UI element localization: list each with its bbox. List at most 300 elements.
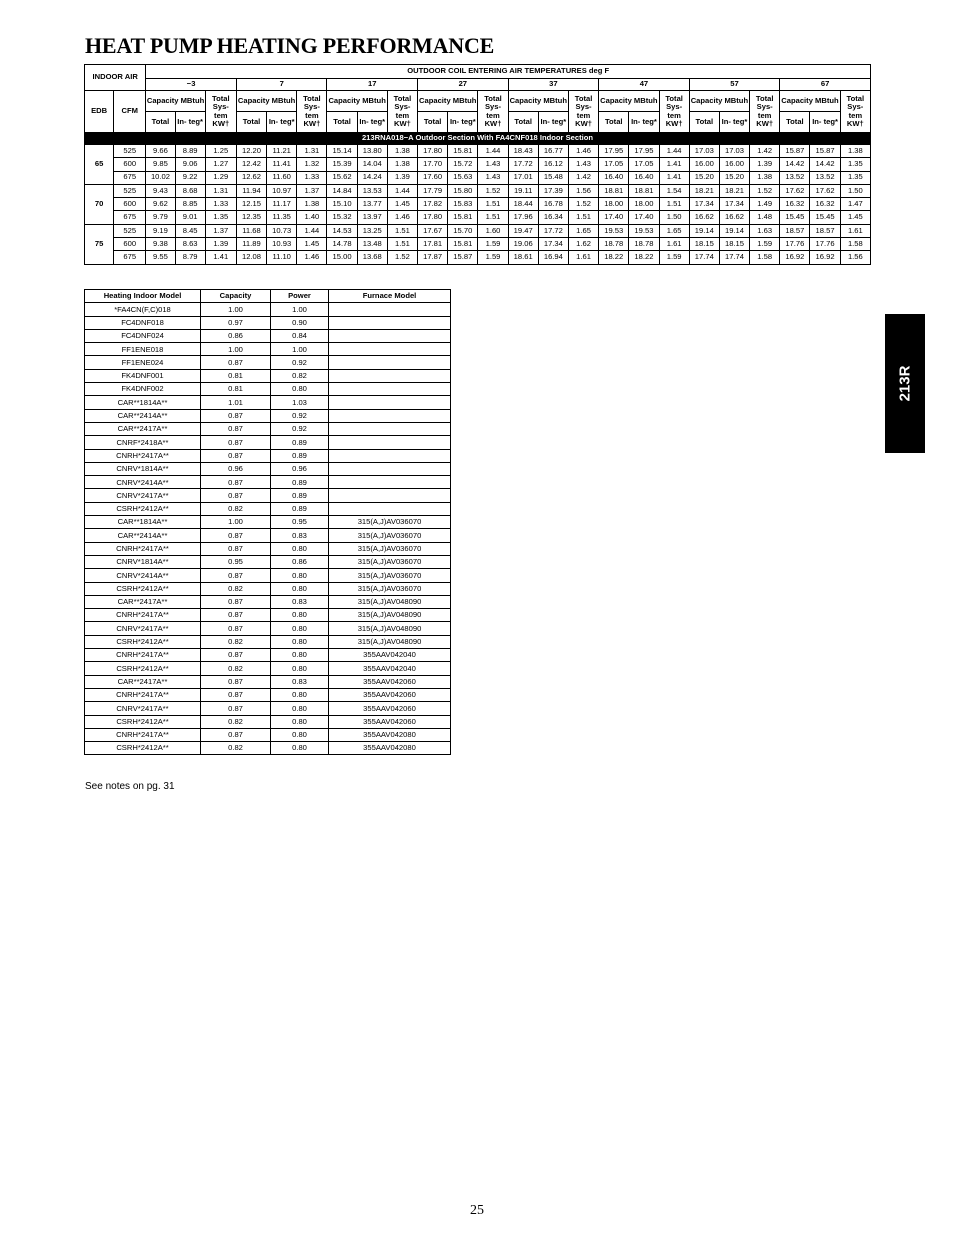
table-cell: 17.67 [418, 224, 448, 237]
table-cell: 16.94 [538, 251, 568, 264]
capacity-cell: 0.82 [201, 582, 271, 595]
table-cell: 15.83 [448, 198, 478, 211]
power-cell: 0.80 [271, 635, 329, 648]
indoor-model-cell: FK4DNF002 [85, 383, 201, 396]
table-row [85, 476, 451, 489]
cfm-value: 525 [114, 145, 146, 158]
table-cell: 1.65 [659, 224, 689, 237]
table-row [85, 529, 451, 542]
table-cell: 16.40 [629, 171, 659, 184]
table-cell: 18.44 [508, 198, 538, 211]
outdoor-temp-4: 37 [508, 79, 599, 91]
table-cell: 9.06 [175, 158, 205, 171]
table-cell: 14.24 [357, 171, 387, 184]
total-system-kw-header: Total Sys- tem KW† [750, 91, 780, 133]
power-cell: 0.89 [271, 436, 329, 449]
capacity-cell: 1.00 [201, 303, 271, 316]
power-cell: 0.80 [271, 383, 329, 396]
table-cell: 10.93 [267, 238, 297, 251]
table-cell: 1.45 [297, 238, 327, 251]
table-cell: 1.39 [750, 158, 780, 171]
indoor-model-cell: CSRH*2412A** [85, 742, 201, 755]
furnace-model-cell [329, 343, 451, 356]
table-cell: 15.70 [448, 224, 478, 237]
table-cell: 19.06 [508, 238, 538, 251]
table-cell: 17.96 [508, 211, 538, 224]
table-cell: 1.51 [659, 198, 689, 211]
table-cell: 1.33 [297, 171, 327, 184]
indoor-model-cell: FF1ENE018 [85, 343, 201, 356]
capacity-cell: 0.87 [201, 688, 271, 701]
table-cell: 1.65 [568, 224, 598, 237]
furnace-model-cell: 315(A,J)AV036070 [329, 582, 451, 595]
table-cell: 18.78 [629, 238, 659, 251]
furnace-model-cell [329, 356, 451, 369]
section-title: 213RNA018−A Outdoor Section With FA4CNF018 Indoor Section [85, 133, 871, 145]
indoor-model-cell: FC4DNF024 [85, 329, 201, 342]
table-row [85, 171, 871, 184]
furnace-model-cell [329, 409, 451, 422]
table-cell: 17.81 [418, 238, 448, 251]
furnace-model-cell: 315(A,J)AV036070 [329, 542, 451, 555]
total-system-kw-header: Total Sys- tem KW† [478, 91, 508, 133]
capacity-cell: 0.87 [201, 422, 271, 435]
table-cell: 1.61 [840, 224, 870, 237]
power-cell: 0.80 [271, 688, 329, 701]
table-cell: 15.87 [810, 145, 840, 158]
indoor-model-cell: CSRH*2412A** [85, 635, 201, 648]
table-cell: 1.59 [478, 251, 508, 264]
furnace-model-cell: 355AAV042060 [329, 688, 451, 701]
table-cell: 17.34 [689, 198, 719, 211]
indoor-model-cell: CNRV*2417A** [85, 622, 201, 635]
table-cell: 12.20 [236, 145, 266, 158]
total-system-kw-header: Total Sys- tem KW† [568, 91, 598, 133]
table-cell: 17.87 [418, 251, 448, 264]
outdoor-temp-3: 27 [418, 79, 509, 91]
table-cell: 17.05 [599, 158, 629, 171]
total-system-kw-header: Total Sys- tem KW† [205, 91, 236, 133]
indoor-model-cell: CSRH*2412A** [85, 582, 201, 595]
furnace-model-cell: 315(A,J)AV036070 [329, 516, 451, 529]
table-cell: 14.42 [810, 158, 840, 171]
furnace-model-cell: 355AAV042040 [329, 649, 451, 662]
table-row [85, 715, 451, 728]
table-cell: 1.37 [205, 224, 236, 237]
table-row [85, 688, 451, 701]
table-cell: 18.15 [689, 238, 719, 251]
power-cell: 0.89 [271, 489, 329, 502]
table-cell: 1.56 [568, 184, 598, 197]
table-cell: 17.80 [418, 145, 448, 158]
table-cell: 1.41 [205, 251, 236, 264]
table-cell: 9.66 [146, 145, 175, 158]
indoor-model-cell: CNRH*2417A** [85, 449, 201, 462]
table-cell: 1.38 [750, 171, 780, 184]
power-cell: 0.83 [271, 595, 329, 608]
indoor-model-cell: *FA4CN(F,C)018 [85, 303, 201, 316]
capacity-cell: 0.87 [201, 569, 271, 582]
cfm-value: 525 [114, 224, 146, 237]
table-row [85, 422, 451, 435]
capacity-cell: 0.87 [201, 622, 271, 635]
power-cell: 0.80 [271, 742, 329, 755]
table-cell: 1.39 [387, 171, 417, 184]
indoor-model-cell: CAR**2417A** [85, 675, 201, 688]
table-cell: 11.68 [236, 224, 266, 237]
table-cell: 9.01 [175, 211, 205, 224]
table-cell: 17.76 [810, 238, 840, 251]
power-cell: 0.80 [271, 728, 329, 741]
table-cell: 1.43 [478, 158, 508, 171]
page-number: 25 [470, 1203, 484, 1218]
table-cell: 17.95 [599, 145, 629, 158]
indoor-model-cell: CNRV*2414A** [85, 476, 201, 489]
table-cell: 1.33 [205, 198, 236, 211]
table-cell: 17.62 [780, 184, 810, 197]
power-cell: 0.80 [271, 622, 329, 635]
capacity-cell: 1.00 [201, 343, 271, 356]
integrated-header: In- teg* [448, 112, 478, 133]
table-cell: 17.40 [599, 211, 629, 224]
table-cell: 1.37 [297, 184, 327, 197]
table-cell: 10.97 [267, 184, 297, 197]
indoor-model-cell: CNRH*2417A** [85, 688, 201, 701]
table-cell: 19.14 [689, 224, 719, 237]
table-row [85, 609, 451, 622]
capacity-cell: 0.87 [201, 609, 271, 622]
table-cell: 12.08 [236, 251, 266, 264]
table-cell: 1.51 [387, 224, 417, 237]
power-cell: 0.89 [271, 476, 329, 489]
table-cell: 16.40 [599, 171, 629, 184]
furnace-model-cell: 355AAV042080 [329, 728, 451, 741]
total-header: Total [327, 112, 357, 133]
table-cell: 1.39 [205, 238, 236, 251]
table-cell: 8.63 [175, 238, 205, 251]
table-cell: 13.80 [357, 145, 387, 158]
table-cell: 18.00 [629, 198, 659, 211]
total-header: Total [599, 112, 629, 133]
capacity-mbtuh-header: Capacity MBtuh [327, 91, 387, 112]
table-row [85, 742, 451, 755]
table-cell: 15.48 [538, 171, 568, 184]
power-cell: 0.82 [271, 369, 329, 382]
table-cell: 11.17 [267, 198, 297, 211]
table-cell: 1.59 [750, 238, 780, 251]
table-cell: 15.87 [780, 145, 810, 158]
table-cell: 1.41 [659, 171, 689, 184]
furnace-model-cell: 315(A,J)AV048090 [329, 609, 451, 622]
table-cell: 13.68 [357, 251, 387, 264]
side-tab [885, 314, 925, 453]
table-row [85, 409, 451, 422]
indoor-model-cell: CNRH*2417A** [85, 542, 201, 555]
table-cell: 17.40 [629, 211, 659, 224]
table-cell: 13.25 [357, 224, 387, 237]
furnace-model-cell [329, 303, 451, 316]
indoor-model-cell: CNRV*2417A** [85, 702, 201, 715]
table-row [85, 303, 451, 316]
table-cell: 16.92 [780, 251, 810, 264]
table-cell: 14.84 [327, 184, 357, 197]
table-cell: 1.54 [659, 184, 689, 197]
table-cell: 1.48 [750, 211, 780, 224]
table-cell: 1.47 [840, 198, 870, 211]
furnace-model-cell [329, 396, 451, 409]
table-row [85, 662, 451, 675]
table-row [85, 489, 451, 502]
table-cell: 15.39 [327, 158, 357, 171]
total-header: Total [146, 112, 175, 133]
total-header: Total [689, 112, 719, 133]
table-cell: 1.50 [659, 211, 689, 224]
integrated-header: In- teg* [629, 112, 659, 133]
table-cell: 13.48 [357, 238, 387, 251]
table-cell: 9.22 [175, 171, 205, 184]
furnace-model-cell: 315(A,J)AV036070 [329, 555, 451, 568]
outdoor-temp-6: 57 [689, 79, 780, 91]
table-cell: 1.46 [297, 251, 327, 264]
table-cell: 18.57 [810, 224, 840, 237]
power-cell: 1.00 [271, 303, 329, 316]
table-row [85, 356, 451, 369]
table-cell: 19.11 [508, 184, 538, 197]
indoor-model-table [84, 289, 451, 755]
furnace-model-cell: 315(A,J)AV048090 [329, 622, 451, 635]
power-cell: 0.80 [271, 569, 329, 582]
capacity-cell: 0.87 [201, 542, 271, 555]
table-cell: 1.60 [478, 224, 508, 237]
table-cell: 1.44 [387, 184, 417, 197]
power-cell: 0.95 [271, 516, 329, 529]
table-cell: 18.78 [599, 238, 629, 251]
table-cell: 9.43 [146, 184, 175, 197]
furnace-model-cell: 315(A,J)AV048090 [329, 635, 451, 648]
table-cell: 9.55 [146, 251, 175, 264]
table-row [85, 158, 871, 171]
table-cell: 17.34 [719, 198, 749, 211]
outdoor-temp-5: 47 [599, 79, 690, 91]
integrated-header: In- teg* [175, 112, 205, 133]
indoor-model-cell: CSRH*2412A** [85, 662, 201, 675]
table-cell: 16.00 [719, 158, 749, 171]
integrated-header: In- teg* [538, 112, 568, 133]
capacity-header: Capacity [201, 290, 271, 303]
table-cell: 1.31 [297, 145, 327, 158]
table-cell: 1.38 [297, 198, 327, 211]
table-row [85, 436, 451, 449]
table-cell: 19.14 [719, 224, 749, 237]
table-cell: 11.10 [267, 251, 297, 264]
table-row [85, 569, 451, 582]
table-cell: 12.35 [236, 211, 266, 224]
table-cell: 1.61 [659, 238, 689, 251]
table-row [85, 595, 451, 608]
table-cell: 15.45 [780, 211, 810, 224]
indoor-model-cell: CNRV*2414A** [85, 569, 201, 582]
table-cell: 11.94 [236, 184, 266, 197]
notes-reference: See notes on pg. 31 [85, 781, 175, 792]
furnace-model-cell: 355AAV042040 [329, 662, 451, 675]
capacity-cell: 0.87 [201, 649, 271, 662]
capacity-cell: 0.87 [201, 728, 271, 741]
capacity-cell: 0.82 [201, 502, 271, 515]
table-cell: 18.57 [780, 224, 810, 237]
integrated-header: In- teg* [267, 112, 297, 133]
capacity-cell: 0.87 [201, 529, 271, 542]
indoor-model-cell: CNRH*2417A** [85, 728, 201, 741]
table-row [85, 635, 451, 648]
power-header: Power [271, 290, 329, 303]
table-cell: 12.42 [236, 158, 266, 171]
furnace-model-cell [329, 316, 451, 329]
capacity-cell: 0.87 [201, 436, 271, 449]
table-row [85, 198, 871, 211]
table-cell: 10.73 [267, 224, 297, 237]
cfm-value: 600 [114, 158, 146, 171]
table-row [85, 622, 451, 635]
table-cell: 11.21 [267, 145, 297, 158]
table-cell: 14.53 [327, 224, 357, 237]
table-cell: 11.35 [267, 211, 297, 224]
table-cell: 16.77 [538, 145, 568, 158]
table-cell: 15.72 [448, 158, 478, 171]
table-cell: 16.32 [780, 198, 810, 211]
table-cell: 17.74 [719, 251, 749, 264]
table-cell: 17.62 [810, 184, 840, 197]
table-cell: 15.63 [448, 171, 478, 184]
table-cell: 17.03 [689, 145, 719, 158]
power-cell: 0.80 [271, 702, 329, 715]
table-cell: 15.62 [327, 171, 357, 184]
table-cell: 9.38 [146, 238, 175, 251]
table-cell: 19.53 [599, 224, 629, 237]
outdoor-temp-1: 7 [236, 79, 327, 91]
indoor-model-cell: CNRH*2417A** [85, 609, 201, 622]
table-cell: 17.95 [629, 145, 659, 158]
power-cell: 0.80 [271, 662, 329, 675]
table-cell: 13.52 [780, 171, 810, 184]
table-row [85, 462, 451, 475]
integrated-header: In- teg* [719, 112, 749, 133]
table-cell: 1.52 [568, 198, 598, 211]
table-cell: 17.70 [418, 158, 448, 171]
power-cell: 0.92 [271, 409, 329, 422]
table-cell: 1.59 [478, 238, 508, 251]
table-cell: 1.35 [840, 158, 870, 171]
capacity-cell: 0.87 [201, 675, 271, 688]
power-cell: 0.89 [271, 502, 329, 515]
table-row [85, 502, 451, 515]
table-cell: 11.89 [236, 238, 266, 251]
table-cell: 1.59 [659, 251, 689, 264]
capacity-cell: 0.87 [201, 595, 271, 608]
table-row [85, 516, 451, 529]
table-row [85, 238, 871, 251]
table-cell: 18.61 [508, 251, 538, 264]
capacity-cell: 0.87 [201, 356, 271, 369]
capacity-cell: 0.82 [201, 742, 271, 755]
table-cell: 1.42 [750, 145, 780, 158]
table-cell: 13.53 [357, 184, 387, 197]
table-cell: 12.62 [236, 171, 266, 184]
table-cell: 17.34 [538, 238, 568, 251]
total-header: Total [418, 112, 448, 133]
capacity-mbtuh-header: Capacity MBtuh [508, 91, 568, 112]
table-cell: 1.45 [840, 211, 870, 224]
table-row [85, 582, 451, 595]
power-cell: 0.86 [271, 555, 329, 568]
indoor-model-cell: CAR**1814A** [85, 516, 201, 529]
table-cell: 1.46 [568, 145, 598, 158]
table-cell: 1.63 [750, 224, 780, 237]
furnace-model-cell [329, 329, 451, 342]
outdoor-temp-7: 67 [780, 79, 871, 91]
furnace-model-header: Furnace Model [329, 290, 451, 303]
table-cell: 18.15 [719, 238, 749, 251]
indoor-model-cell: CAR**2414A** [85, 409, 201, 422]
table-cell: 1.46 [387, 211, 417, 224]
outdoor-temp-0: −3 [146, 79, 237, 91]
cfm-value: 675 [114, 251, 146, 264]
table-row [85, 649, 451, 662]
table-cell: 15.87 [448, 251, 478, 264]
table-cell: 1.25 [205, 145, 236, 158]
capacity-mbtuh-header: Capacity MBtuh [780, 91, 840, 112]
table-cell: 9.85 [146, 158, 175, 171]
table-cell: 16.78 [538, 198, 568, 211]
indoor-model-cell: FF1ENE024 [85, 356, 201, 369]
table-cell: 17.72 [538, 224, 568, 237]
table-cell: 16.00 [689, 158, 719, 171]
table-cell: 16.34 [538, 211, 568, 224]
table-cell: 15.81 [448, 211, 478, 224]
table-cell: 1.45 [387, 198, 417, 211]
furnace-model-cell [329, 449, 451, 462]
table-cell: 1.44 [478, 145, 508, 158]
power-cell: 0.84 [271, 329, 329, 342]
edb-value: 70 [85, 184, 114, 224]
table-cell: 8.68 [175, 184, 205, 197]
table-cell: 1.49 [750, 198, 780, 211]
table-cell: 1.27 [205, 158, 236, 171]
table-cell: 1.35 [840, 171, 870, 184]
capacity-cell: 1.01 [201, 396, 271, 409]
table-cell: 15.80 [448, 184, 478, 197]
furnace-model-cell [329, 422, 451, 435]
table-cell: 1.38 [840, 145, 870, 158]
cfm-value: 525 [114, 184, 146, 197]
table-row [85, 702, 451, 715]
table-row [85, 675, 451, 688]
table-cell: 18.81 [629, 184, 659, 197]
outdoor-temp-2: 17 [327, 79, 418, 91]
edb-value: 75 [85, 224, 114, 264]
indoor-model-cell: CNRV*1814A** [85, 555, 201, 568]
capacity-cell: 0.95 [201, 555, 271, 568]
table-cell: 10.02 [146, 171, 175, 184]
total-system-kw-header: Total Sys- tem KW† [387, 91, 417, 133]
furnace-model-cell: 315(A,J)AV036070 [329, 529, 451, 542]
indoor-model-cell: CSRH*2412A** [85, 715, 201, 728]
power-cell: 1.03 [271, 396, 329, 409]
table-cell: 1.38 [387, 145, 417, 158]
furnace-model-cell [329, 383, 451, 396]
furnace-model-cell [329, 369, 451, 382]
capacity-cell: 0.82 [201, 662, 271, 675]
capacity-cell: 0.97 [201, 316, 271, 329]
